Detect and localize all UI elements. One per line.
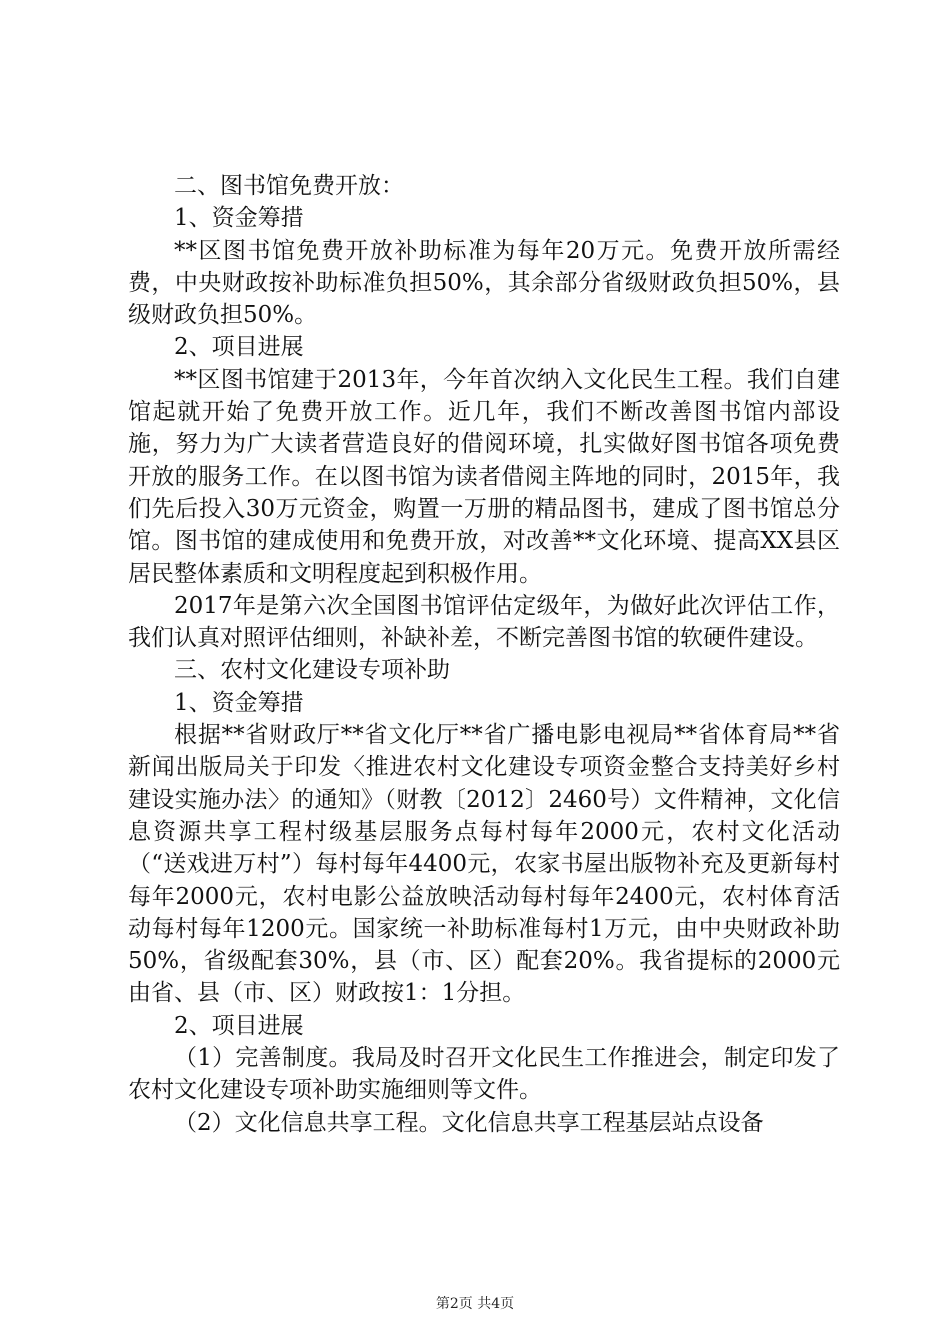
section-heading-library: 二、图书馆免费开放： xyxy=(174,173,404,199)
subheading-progress: 2、项目进展 xyxy=(174,334,304,361)
paragraph-rural-info-sharing: （2）文化信息共享工程。文化信息共享工程基层站点设备 xyxy=(174,1109,764,1136)
paragraph-rural-funding: 根据**省财政厅**省文化厅**省广播电影电视局**省体育局**省新闻出版局关于印发〈推进农村文化建设专项资金整合支持美好乡村建设实施办法〉的通知》（财教〔2012〕2460号）文件精神，文化信息资源共享工程村级基层服务点每村每年2000元，农村文化活动（“送戏进万村”）每村每年4400元，农家书屋出版物补充及更新每村每年2000元，农村电影公益放映活动每村每年2400元，农村体育活动每村每年1200元。国家统一补助标准每村1万元，由中央财政补助50%，省级配套30%，县（市、区）配套20%。我省提标的2000元由省、县（市、区）财政按1：1分担。 xyxy=(128,722,840,1007)
paragraph-rural-system: （1）完善制度。我局及时召开文化民生工作推进会，制定印发了农村文化建设专项补助实施细则等文件。 xyxy=(128,1045,840,1104)
paragraph-library-assessment: 2017年是第六次全国图书馆评估定级年，为做好此次评估工作，我们认真对照评估细则，补缺补差，不断完善图书馆的软硬件建设。 xyxy=(128,592,840,652)
document-body xyxy=(128,170,840,1139)
section-heading-rural: 三、农村文化建设专项补助 xyxy=(174,657,450,684)
subheading-funding: 1、资金筹措 xyxy=(174,205,304,232)
subheading-rural-funding: 1、资金筹措 xyxy=(174,689,304,716)
page-number-footer: 第2页 共4页 xyxy=(435,1296,515,1312)
paragraph-library-funding: **区图书馆免费开放补助标准为每年20万元。免费开放所需经费，中央财政按补助标准负担50%，其余部分省级财政负担50%，县级财政负担50%。 xyxy=(128,237,840,329)
paragraph-library-progress: **区图书馆建于2013年，今年首次纳入文化民生工程。我们自建馆起就开始了免费开放工作。近几年，我们不断改善图书馆内部设施，努力为广大读者营造良好的借阅环境，扎实做好图书馆各项免费开放的服务工作。在以图书馆为读者借阅主阵地的同时，2015年，我们先后投入30万元资金，购置一万册的精品图书，建成了图书馆总分馆。图书馆的建成使用和免费开放，对改善**文化环境、提高XX县区居民整体素质和文明程度起到积极作用。 xyxy=(128,366,840,587)
subheading-rural-progress: 2、项目进展 xyxy=(174,1012,304,1039)
